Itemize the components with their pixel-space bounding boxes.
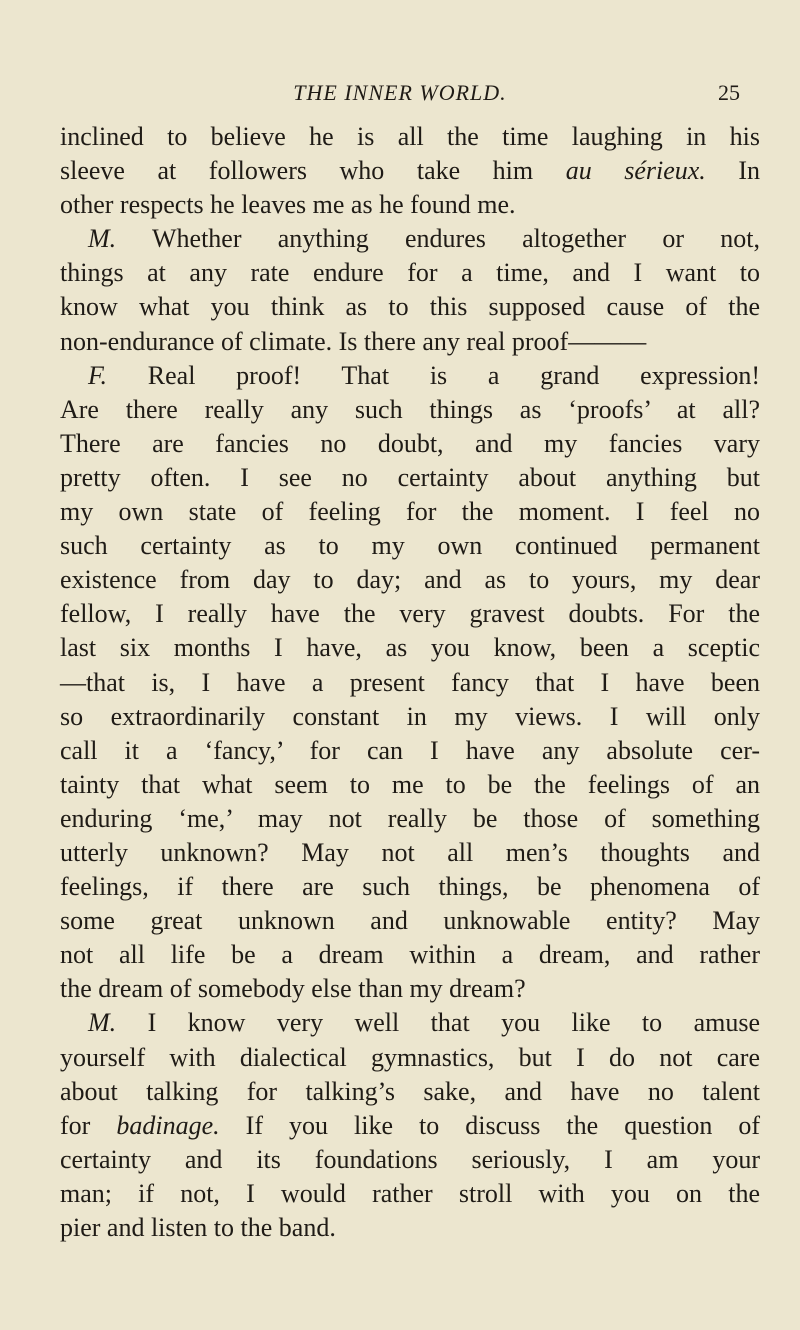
text-run: —that is, I have a present fancy that I have been xyxy=(60,667,760,697)
italic-phrase: au sérieux. xyxy=(565,156,706,186)
text-line xyxy=(60,666,760,700)
speaker-label: F. xyxy=(88,360,108,390)
text-run: tainty that what seem to me to be the feelings of an xyxy=(60,769,760,799)
text-line xyxy=(60,495,760,529)
text-run: enduring ‘me,’ may not really be those of something xyxy=(60,803,760,833)
text-run: feelings, if there are such things, be phenomena of xyxy=(60,872,760,902)
text-run: inclined to believe he is all the time laughing in his xyxy=(60,122,760,151)
text-run: Are there really any such things as ‘proofs’ at all? xyxy=(60,394,760,424)
text-line xyxy=(60,563,760,597)
speaker-label: M. xyxy=(88,224,117,254)
text-line xyxy=(60,597,760,631)
text-line xyxy=(60,529,760,563)
text-line xyxy=(60,768,760,802)
text-line xyxy=(60,1143,760,1177)
text-line xyxy=(60,325,760,359)
text-line xyxy=(60,1109,760,1143)
text-run: I know very well that you like to amuse xyxy=(147,1008,760,1038)
text-run: existence from day to day; and as to yours, my dear xyxy=(60,565,760,595)
running-head xyxy=(60,80,740,110)
text-line xyxy=(60,154,760,188)
text-line xyxy=(60,631,760,665)
text-run: utterly unknown? May not all men’s thoughts and xyxy=(60,837,760,867)
speaker-label: M. xyxy=(88,1008,117,1038)
text-run: so extraordinarily constant in my views. I will only xyxy=(60,701,760,731)
text-line xyxy=(60,972,760,1006)
text-run: fellow, I really have the very gravest doubts. For the xyxy=(60,599,760,629)
text-run: If you like to discuss the question of xyxy=(245,1110,760,1140)
text-run: pretty often. I see no certainty about anything but xyxy=(60,462,760,492)
text-run: pier and listen to the band. xyxy=(60,1213,336,1242)
text-line xyxy=(60,700,760,734)
text-run: other respects he leaves me as he found me. xyxy=(60,190,516,220)
text-line xyxy=(60,427,760,461)
running-head-title: THE INNER WORLD. xyxy=(293,80,507,105)
text-run: not all life be a dream within a dream, and rather xyxy=(60,940,760,970)
text-run: In xyxy=(738,156,761,186)
text-run: the dream of somebody else than my dream? xyxy=(60,974,526,1004)
text-run: last six months I have, as you know, been a sceptic xyxy=(60,633,760,663)
text-line xyxy=(60,359,760,393)
text-line xyxy=(60,938,760,972)
text-line xyxy=(60,188,760,222)
text-run: things at any rate endure for a time, and I want to xyxy=(60,258,760,288)
text-run: There are fancies no doubt, and my fancies vary xyxy=(60,428,760,458)
text-line xyxy=(60,1211,760,1245)
text-line xyxy=(60,1041,760,1075)
text-line xyxy=(60,836,760,870)
text-line xyxy=(60,461,760,495)
text-run: for xyxy=(60,1110,91,1140)
text-run: non-endurance of climate. Is there any real proof——— xyxy=(60,326,647,356)
text-line xyxy=(60,1177,760,1211)
text-line xyxy=(60,120,760,154)
text-line xyxy=(60,256,760,290)
text-run: sleeve at followers who take him xyxy=(60,156,534,186)
text-line xyxy=(60,870,760,904)
body-text xyxy=(60,120,760,1245)
text-line xyxy=(60,1075,760,1109)
text-line xyxy=(60,1006,760,1040)
text-run: certainty and its foundations seriously, I am your xyxy=(60,1144,760,1174)
text-run: yourself with dialectical gymnastics, but I do not care xyxy=(60,1042,760,1072)
text-run: some great unknown and unknowable entity? May xyxy=(60,906,760,936)
page-number: 25 xyxy=(718,80,740,105)
text-line xyxy=(60,222,760,256)
text-run: about talking for talking’s sake, and have no talent xyxy=(60,1076,760,1106)
text-run: man; if not, I would rather stroll with you on the xyxy=(60,1178,760,1208)
text-run: Whether anything endures altogether or not, xyxy=(151,224,761,254)
text-line xyxy=(60,290,760,324)
text-run: know what you think as to this supposed cause of the xyxy=(60,292,760,322)
text-line xyxy=(60,393,760,427)
text-run: Real proof! That is a grand expression! xyxy=(147,360,761,390)
italic-phrase: badinage. xyxy=(116,1110,220,1140)
text-line xyxy=(60,904,760,938)
text-run: my own state of feeling for the moment. I feel no xyxy=(60,497,760,527)
text-run: call it a ‘fancy,’ for can I have any absolute cer- xyxy=(60,735,760,765)
text-run: such certainty as to my own continued permanent xyxy=(60,531,760,561)
text-line xyxy=(60,802,760,836)
text-line xyxy=(60,734,760,768)
